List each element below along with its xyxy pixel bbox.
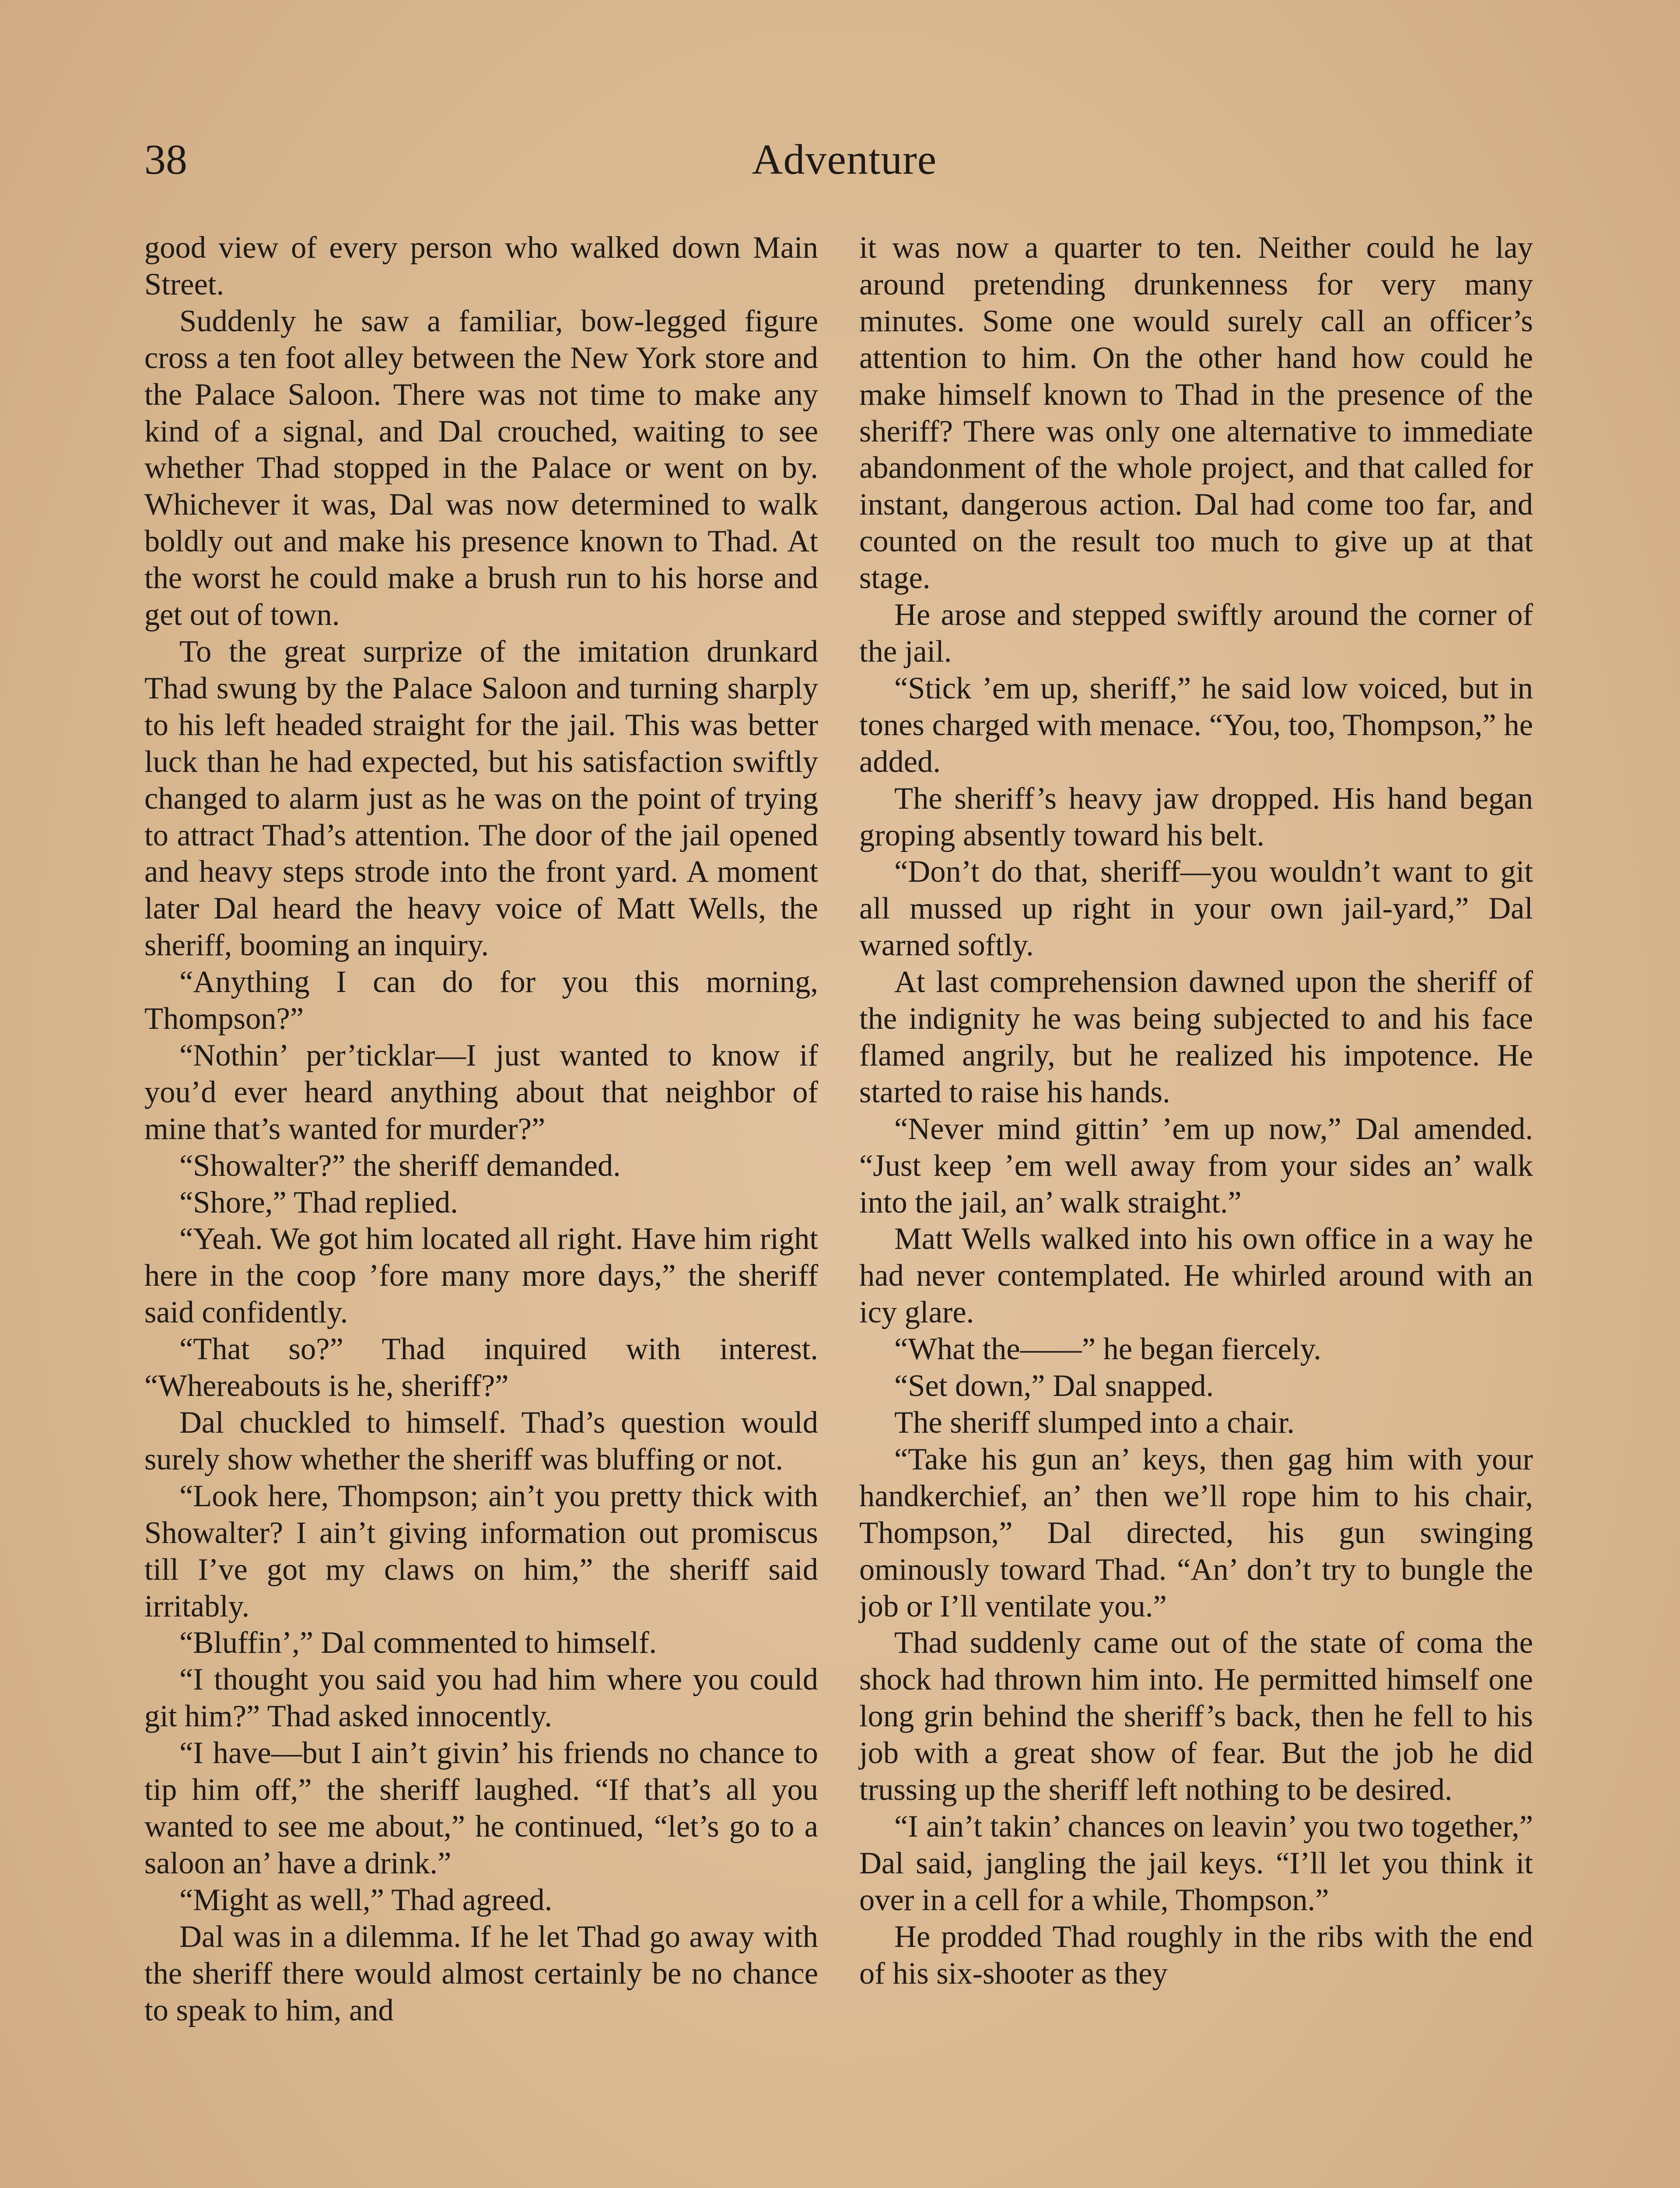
paragraph: “Stick ’em up, sheriff,” he said low voiced, but in tones charged with menace. “You, too, Thompson,” he added. [859, 671, 1533, 779]
paragraph: Matt Wells walked into his own office in a way he had never contemplated. He whirled around with an icy glare. [859, 1222, 1533, 1330]
paragraph: “Bluffin’,” Dal commented to himself. [179, 1626, 657, 1660]
paragraph: To the great surprize of the imitation drunkard Thad swung by the Palace Saloon and turning sharply to his left headed straight for the jail. This was better luck than he had expected, but his satisfaction swiftly changed to alarm just as he was on the point of trying to attract Thad’s attention. The door of the jail opened and heavy steps strode into the front yard. A moment later Dal heard the heavy voice of Matt Wells, the sheriff, booming an inquiry. [144, 634, 818, 963]
paragraph: He prodded Thad roughly in the ribs with the end of his six-shooter as they [859, 1919, 1533, 1991]
paragraph: “Showalter?” the sheriff demanded. [179, 1148, 621, 1183]
page-header [144, 131, 1544, 188]
paragraph: Thad suddenly came out of the state of coma the shock had thrown him into. He permitted himself one long grin behind the sheriff’s back, then he fell to his job with a great show of fear. But the job he did trussing up the sheriff left nothing to be desired. [859, 1626, 1533, 1807]
paragraph: He arose and stepped swiftly around the corner of the jail. [859, 598, 1533, 669]
paragraph: “Don’t do that, sheriff—you wouldn’t want to git all mussed up right in your own jail-yard,” Dal warned softly. [859, 855, 1533, 963]
paragraph: At last comprehension dawned upon the sheriff of the indignity he was being subjected to and his face flamed angrily, but he realized his impotence. He started to raise his hands. [859, 965, 1533, 1109]
paragraph: “I thought you said you had him where you could git him?” Thad asked innocently. [144, 1662, 818, 1734]
right-column [859, 230, 1533, 1992]
paragraph: “Nothin’ per’ticklar—I just wanted to know if you’d ever heard anything about that neighbor of mine that’s wanted for murder?” [144, 1038, 818, 1146]
paragraph: Suddenly he saw a familiar, bow-legged figure cross a ten foot alley between the New York store and the Palace Saloon. There was not time to make any kind of a signal, and Dal crouched, waiting to see whether Thad stopped in the Palace or went on by. Whichever it was, Dal was now determined to walk boldly out and make his presence known to Thad. At the worst he could make a brush run to his horse and get out of town. [144, 304, 818, 632]
paragraph: “Anything I can do for you this morning, Thompson?” [144, 965, 818, 1036]
paragraph: “Look here, Thompson; ain’t you pretty thick with Showalter? I ain’t giving information out promiscus till I’ve got my claws on him,” the sheriff said irritably. [144, 1479, 818, 1623]
paragraph: The sheriff slumped into a chair. [894, 1406, 1295, 1440]
paragraph: “I have—but I ain’t givin’ his friends no chance to tip him off,” the sheriff laughed. “If that’s all you wanted to see me about,” he continued, “let’s go to a saloon an’ have a drink.” [144, 1736, 818, 1880]
paragraph: “I ain’t takin’ chances on leavin’ you two together,” Dal said, jangling the jail keys. “I’ll let you think it over in a cell for a while, Thompson.” [859, 1809, 1533, 1917]
paragraph: it was now a quarter to ten. Neither could he lay around pretending drunkenness for very many minutes. Some one would surely call an officer’s attention to him. On the other hand how could he make himself known to Thad in the presence of the sheriff? There was only one alternative to immediate abandonment of the whole project, and that called for instant, dangerous action. Dal had come too far, and counted on the result too much to give up at that stage. [859, 231, 1533, 596]
left-column [144, 230, 818, 2029]
paragraph: Dal was in a dilemma. If he let Thad go away with the sheriff there would almost certainly be no chance to speak to him, and [144, 1919, 818, 2027]
paragraph: good view of every person who walked down Main Street. [144, 231, 818, 302]
paragraph: Dal chuckled to himself. Thad’s question would surely show whether the sheriff was bluffing or not. [144, 1406, 818, 1476]
paragraph: The sheriff’s heavy jaw dropped. His hand began groping absently toward his belt. [859, 781, 1533, 852]
paragraph: “Might as well,” Thad agreed. [179, 1883, 553, 1917]
paragraph: “Never mind gittin’ ’em up now,” Dal amended. “Just keep ’em well away from your sides an’ walk into the jail, an’ walk straight.” [859, 1112, 1533, 1220]
paragraph: “Yeah. We got him located all right. Have him right here in the coop ’fore many more days,” the sheriff said confidently. [144, 1222, 818, 1330]
paragraph: “Set down,” Dal snapped. [894, 1369, 1214, 1403]
paragraph: “What the——” he began fiercely. [894, 1332, 1322, 1367]
page-number: 38 [144, 136, 187, 183]
paragraph: “That so?” Thad inquired with interest. “Whereabouts is he, sheriff?” [144, 1332, 818, 1403]
paragraph: “Shore,” Thad replied. [179, 1185, 458, 1220]
paragraph: “Take his gun an’ keys, then gag him with your handkerchief, an’ then we’ll rope him to his chair, Thompson,” Dal directed, his gun swinging ominously toward Thad. “An’ don’t try to bungle the job or I’ll ventilate you.” [859, 1442, 1533, 1623]
running-title: Adventure [752, 136, 937, 183]
